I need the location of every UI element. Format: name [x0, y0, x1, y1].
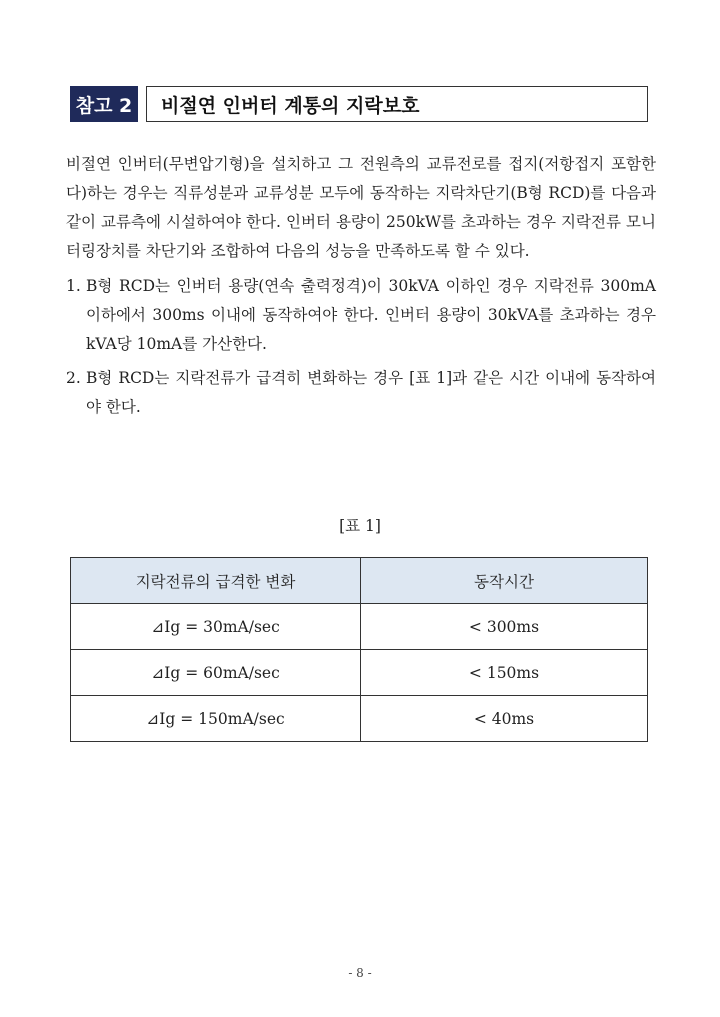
section-title: 비절연 인버터 계통의 지락보호 — [146, 86, 648, 122]
intro-paragraph: 비절연 인버터(무변압기형)을 설치하고 그 전원측의 교류전로를 접지(저항접지 포함한다)하는 경우는 직류성분과 교류성분 모두에 동작하는 지락차단기(B형 RCD)를 다음과 같이 교류측에 시설하여야 한다. 인버터 용량이 250kW를 초과하는 경우 지락전류 모니터링장치를 차단기와 조합하여 다음의 성능을 만족하도록 할 수 있다. — [66, 155, 656, 260]
list-number: 1. — [66, 277, 81, 295]
list-number: 2. — [66, 369, 81, 387]
table-row — [71, 650, 648, 696]
header-fault-current-change: 지락전류의 급격한 변화 — [71, 558, 361, 604]
cell-operation-time: < 300ms — [361, 604, 648, 650]
header-operation-time: 동작시간 — [361, 558, 648, 604]
list-item — [66, 272, 656, 359]
body-text — [66, 150, 656, 427]
table-caption: [표 1] — [339, 517, 381, 535]
cell-current-change: ⊿Ig = 30mA/sec — [71, 604, 361, 650]
table-row — [71, 696, 648, 742]
section-heading — [70, 86, 648, 122]
table-header-row — [71, 558, 648, 604]
reference-tag: 참고 2 — [70, 86, 138, 122]
table-row — [71, 604, 648, 650]
cell-operation-time: < 40ms — [361, 696, 648, 742]
operation-time-table — [70, 557, 648, 742]
cell-operation-time: < 150ms — [361, 650, 648, 696]
cell-current-change: ⊿Ig = 60mA/sec — [71, 650, 361, 696]
list-item — [66, 364, 656, 422]
page-number: - 8 - — [348, 966, 372, 980]
list-text: B형 RCD는 지락전류가 급격히 변화하는 경우 [표 1]과 같은 시간 이내에 동작하여야 한다. — [86, 369, 656, 416]
cell-current-change: ⊿Ig = 150mA/sec — [71, 696, 361, 742]
requirements-list — [66, 272, 656, 422]
list-text: B형 RCD는 인버터 용량(연속 출력정격)이 30kVA 이하인 경우 지락전류 300mA 이하에서 300ms 이내에 동작하여야 한다. 인버터 용량이 30kVA를 초과하는 경우 kVA당 10mA를 가산한다. — [86, 277, 656, 353]
